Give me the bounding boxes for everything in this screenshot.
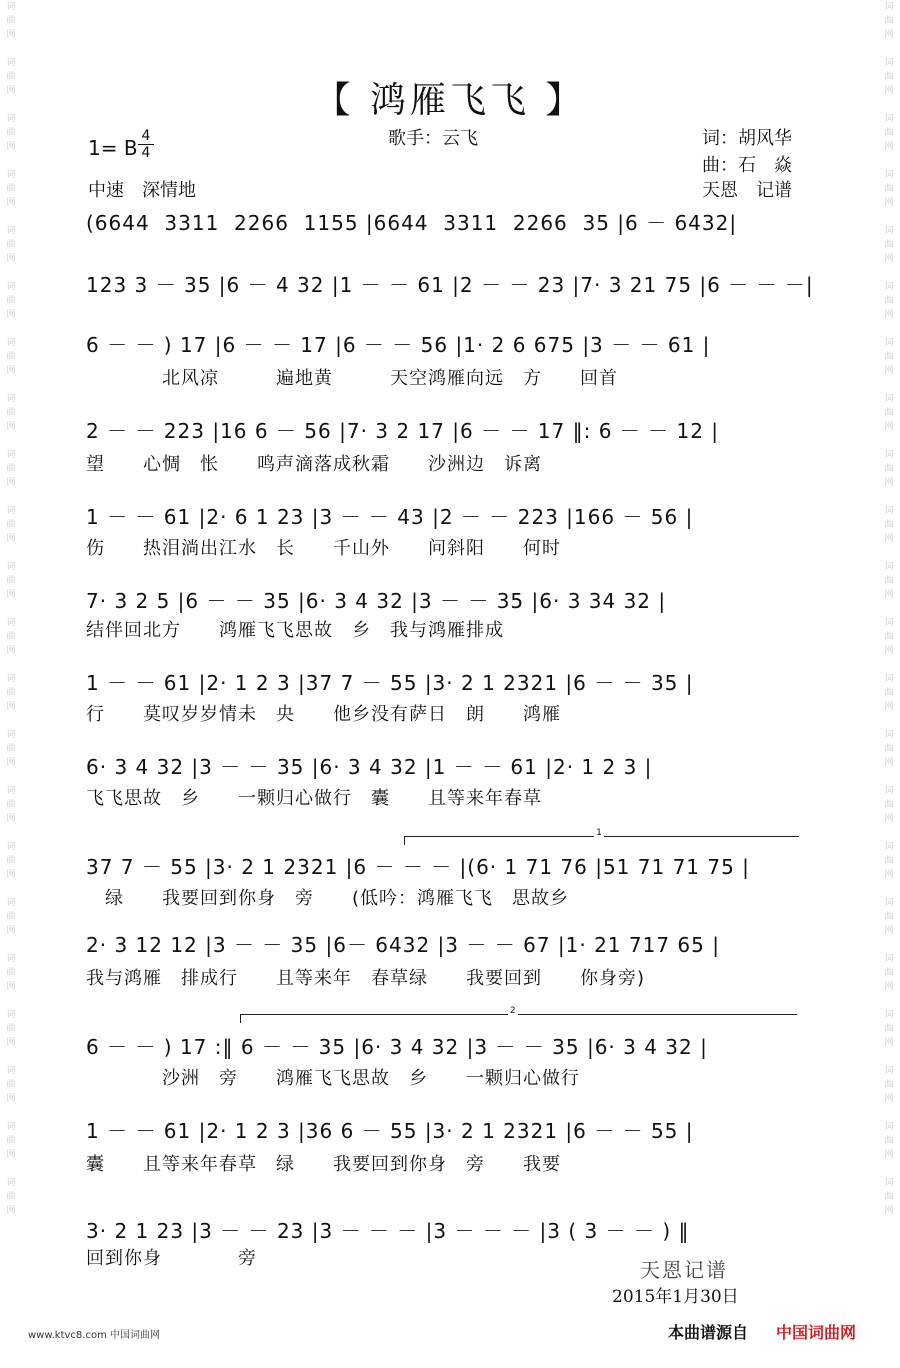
- tempo-marking: 中速 深情地: [88, 180, 196, 201]
- lyrics-line-13: 回到你身 旁: [86, 1248, 257, 1269]
- notation-line-4: 2 － － 223 |16 6 － 56 |7· 3 2 17 |6 － － 17 ‖: 6 － － 12 |: [86, 419, 720, 443]
- transcriber-credit: 天恩 记谱: [702, 180, 792, 201]
- time-signature-top: 4: [141, 128, 151, 144]
- notation-line-5: 1 － － 61 |2· 6 1 23 |3 － － 43 |2 － － 223 |166 － 56 |: [86, 505, 694, 529]
- singer-credit: 歌手：云飞: [388, 128, 478, 149]
- lyrics-line-12: 囊 且等来年春草 绿 我要回到你身 旁 我要: [86, 1154, 561, 1175]
- key-signature: 1= B: [88, 136, 138, 160]
- notation-line-7: 1 － － 61 |2· 1 2 3 |37 7 － 55 |3· 2 1 2321 |6 － － 35 |: [86, 671, 694, 695]
- notation-line-9: 37 7 － 55 |3· 2 1 2321 |6 － － － |(6· 1 71 76 |51 71 71 75 |: [86, 855, 750, 879]
- watermark-strip-right: 词 曲 网 词 曲 网 词 曲 网 词 曲 网 词 曲 网 词 曲 网 词 曲 网 词 曲 网 词 曲 网 词 曲 网 词 曲 网 词 曲 网 词 曲 网 词 曲 网 词 曲 网 词 曲 网 词 曲 网 词 曲 网 词 曲 网 词 曲 网 词 曲 网 词 曲 网: [884, 2, 894, 1216]
- lyrics-line-11: 沙洲 旁 鸿雁飞飞思故 乡 一颗归心做行: [86, 1068, 580, 1089]
- footer-brand-link[interactable]: 中国词曲网: [776, 1323, 857, 1342]
- notation-line-6: 7· 3 2 5 |6 － － 35 |6· 3 4 32 |3 － － 35 |6· 3 34 32 |: [86, 589, 667, 613]
- transcription-date: 2015年1月30日: [612, 1287, 739, 1307]
- lyrics-line-5: 伤 热泪淌出江水 长 千山外 问斜阳 何时: [86, 538, 561, 559]
- composer-credit: 曲：石 焱: [702, 155, 792, 176]
- notation-line-12: 1 － － 61 |2· 1 2 3 |36 6 － 55 |3· 2 1 2321 |6 － － 55 |: [86, 1119, 694, 1143]
- lyrics-line-8: 飞飞思故 乡 一颗归心做行 囊 且等来年春草: [86, 788, 542, 809]
- lyrics-line-4: 望 心惆 怅 鸣声滴落成秋霜 沙洲边 诉离: [86, 454, 542, 475]
- notation-line-10: 2· 3 12 12 |3 － － 35 |6－ 6432 |3 － － 67 |1· 21 717 65 |: [86, 933, 720, 957]
- notation-line-8: 6· 3 4 32 |3 － － 35 |6· 3 4 32 |1 － － 61 |2· 1 2 3 |: [86, 755, 653, 779]
- lyricist-credit: 词：胡风华: [702, 128, 792, 149]
- lyrics-line-10: 我与鸿雁 排成行 且等来年 春草绿 我要回到 你身旁): [86, 968, 646, 989]
- lyrics-line-3: 北风凉 遍地黄 天空鸿雁向远 方 回首: [86, 368, 618, 389]
- volta-2-label: 2: [509, 1006, 516, 1016]
- footer-source-label: 本曲谱源自: [668, 1323, 749, 1342]
- volta-1-label: 1: [596, 828, 602, 838]
- watermark-strip-left: 词 曲 网 词 曲 网 词 曲 网 词 曲 网 词 曲 网 词 曲 网 词 曲 网 词 曲 网 词 曲 网 词 曲 网 词 曲 网 词 曲 网 词 曲 网 词 曲 网 词 曲 网 词 曲 网 词 曲 网 词 曲 网 词 曲 网 词 曲 网 词 曲 网 词 曲 网: [6, 2, 16, 1216]
- volta-bracket-2: [240, 1006, 797, 1023]
- notation-line-13: 3· 2 1 23 |3 － － 23 |3 － － － |3 － － － |3 ( 3 － － ) ‖: [86, 1219, 690, 1243]
- lyrics-line-9: 绿 我要回到你身 旁 (低吟：鸿雁飞飞 思故乡: [86, 888, 570, 909]
- footer-site-link[interactable]: www.ktvc8.com 中国词曲网: [28, 1330, 161, 1341]
- notation-line-3: 6 － － ) 17 |6 － － 17 |6 － － 56 |1· 2 6 675 |3 － － 61 |: [86, 333, 711, 357]
- lyrics-line-7: 行 莫叹岁岁情未 央 他乡没有萨日 朗 鸿雁: [86, 704, 561, 725]
- notation-line-11: 6 － － ) 17 :‖ 6 － － 35 |6· 3 4 32 |3 － － 35 |6· 3 4 32 |: [86, 1035, 708, 1059]
- volta-bracket-1: [404, 828, 799, 845]
- notation-line-1: (6644 3311 2266 1155 |6644 3311 2266 35 |6 － 6432|: [86, 211, 738, 235]
- lyrics-line-6: 结伴回北方 鸿雁飞飞思故 乡 我与鸿雁排成: [86, 620, 504, 641]
- song-title: 【 鸿雁飞飞 】: [314, 80, 586, 121]
- time-signature: [138, 128, 154, 161]
- time-signature-bottom: 4: [138, 144, 154, 161]
- handwritten-signature: 天恩记谱: [640, 1258, 728, 1282]
- notation-line-2: 123 3 － 35 |6 － 4 32 |1 － － 61 |2 － － 23 |7· 3 21 75 |6 － － －|: [86, 273, 814, 297]
